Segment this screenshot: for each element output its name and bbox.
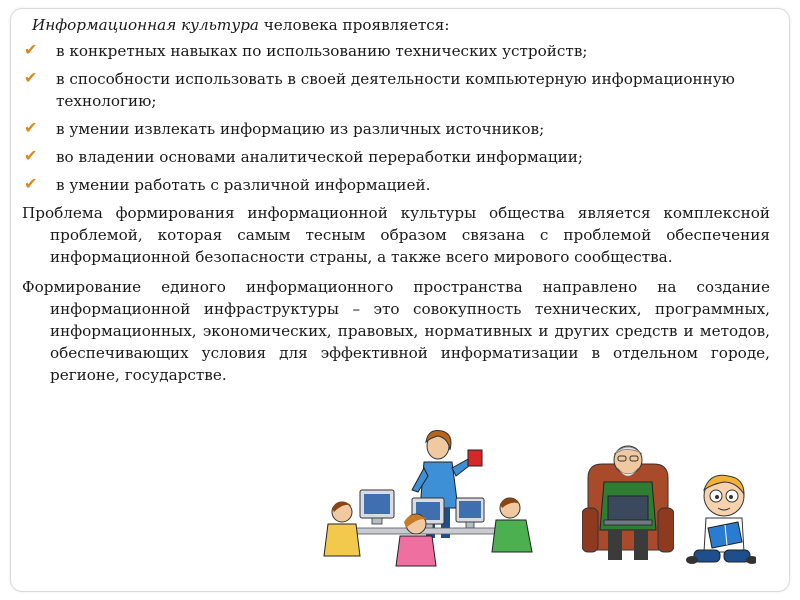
child-figure	[324, 501, 360, 556]
bullet-text: в умении извлекать информацию из различных источников;	[56, 120, 545, 138]
check-mark-icon: ✔	[24, 68, 38, 87]
bullet-text: в способности использовать в своей деятельности компьютерную информационную технологию;	[56, 70, 735, 110]
paragraph-problem: Проблема формирования информационной культуры общества является комплексной проблемой, которая самым тесным образом связана с проблемой обеспечения информационной безопасности страны, а также всего мирового сообщества.	[22, 204, 770, 266]
bullet-list	[20, 40, 770, 196]
list-item	[20, 40, 770, 62]
list-item	[20, 118, 770, 140]
check-mark-icon: ✔	[24, 174, 38, 193]
intro-term: Информационная культура	[32, 16, 259, 34]
computer-monitor	[456, 498, 484, 528]
check-mark-icon: ✔	[24, 118, 38, 137]
computer-monitor	[360, 490, 394, 524]
boy-illustration	[686, 470, 756, 568]
bullet-text: в конкретных навыках по использованию технических устройств;	[56, 42, 588, 60]
bullet-text: во владении основами аналитической переработки информации;	[56, 148, 583, 166]
grandfather-illustration	[582, 438, 674, 568]
intro-rest: человека проявляется:	[258, 16, 450, 34]
child-figure	[492, 498, 532, 552]
list-item	[20, 68, 770, 112]
check-mark-icon: ✔	[24, 146, 38, 165]
paragraph-space: Формирование единого информационного пространства направлено на создание информационной инфраструктуры – это совокупность технических, программных, информационных, экономических, правовых, нормативных и других средств и методов, обеспечивающих условия для эффективной информатизации в отдельном городе, регионе, государстве.	[22, 278, 770, 384]
list-item	[20, 146, 770, 168]
intro-line	[32, 14, 770, 36]
classroom-illustration	[320, 428, 538, 568]
bullet-text: в умении работать с различной информацией.	[56, 176, 431, 194]
slide-content	[20, 14, 770, 386]
list-item	[20, 174, 770, 196]
check-mark-icon: ✔	[24, 40, 38, 59]
